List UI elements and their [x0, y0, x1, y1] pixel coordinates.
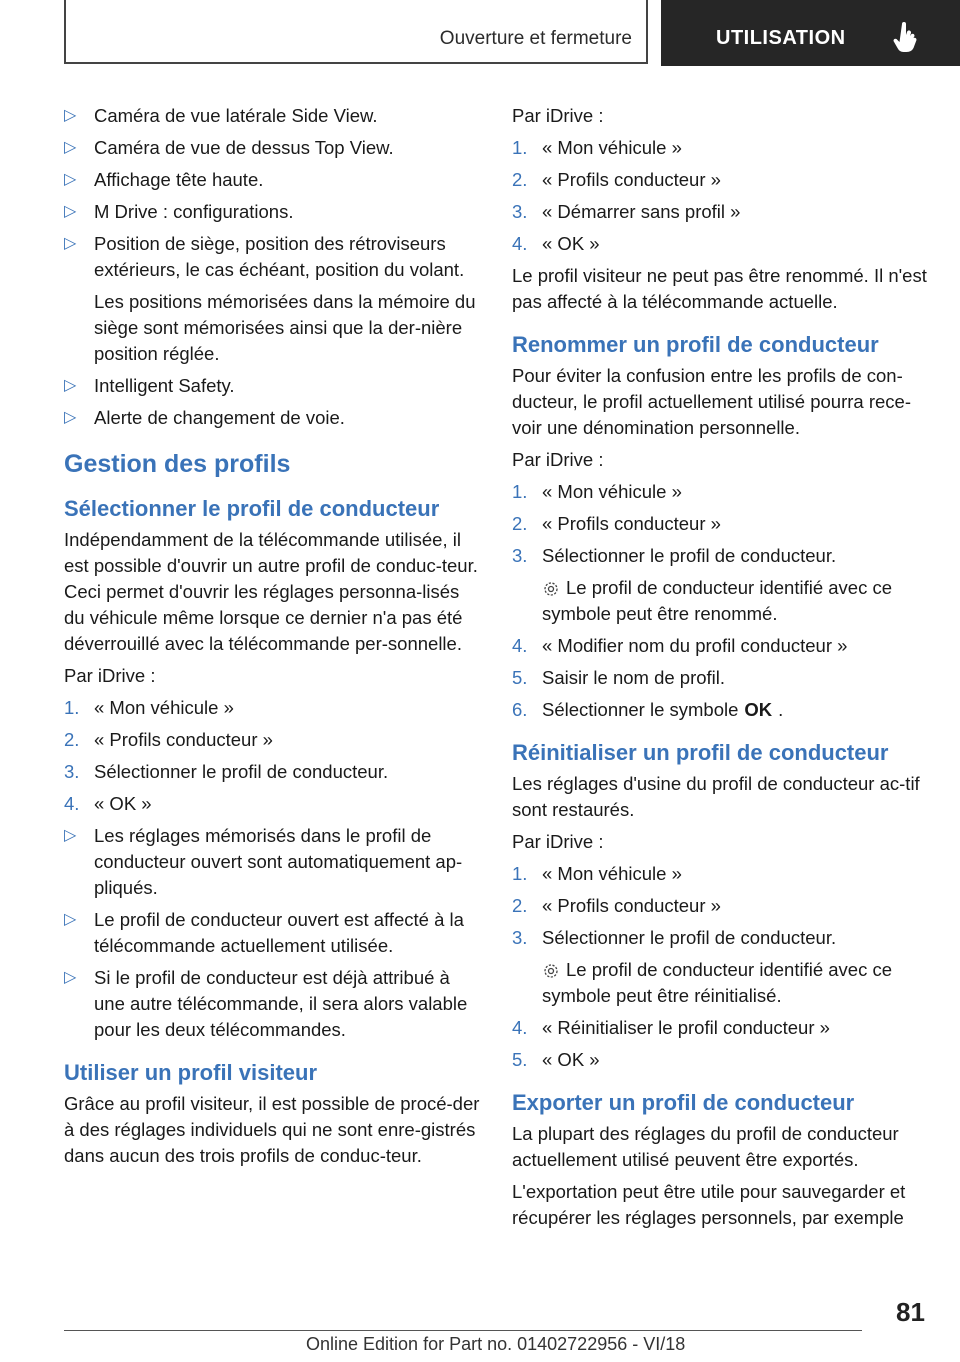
gear-icon: [542, 962, 560, 980]
right-column: [512, 103, 927, 1237]
paragraph: Par iDrive :: [512, 831, 604, 852]
step-item: 5. « OK »: [512, 1049, 600, 1070]
step-item: 4. « Modifier nom du profil conducteur »: [512, 635, 848, 656]
step-item: 3. « Démarrer sans profil »: [512, 201, 741, 222]
footer-edition: Online Edition for Part no. 01402722956 - VI/18: [306, 1334, 686, 1354]
subsection-heading: Renommer un profil de conducteur: [512, 332, 879, 357]
chapter-title: UTILISATION: [716, 27, 846, 49]
paragraph: Pour éviter la confusion entre les profils de con-ducteur, le profil actuellement utilisé pourra rece-voir une dénomination personnelle.: [512, 365, 911, 438]
step-item: 3. Sélectionner le profil de conducteur.: [512, 545, 837, 566]
paragraph: Le profil visiteur ne peut pas être renommé. Il n'est pas affecté à la télécommande actuelle.: [512, 265, 927, 312]
step-item: 4. « Réinitialiser le profil conducteur »: [512, 1017, 830, 1038]
step-item: 3. Sélectionner le profil de conducteur.: [512, 927, 837, 948]
paragraph: Par iDrive :: [64, 665, 156, 686]
triangle-bullet-icon: ▷: [64, 409, 77, 426]
step-item: 2. « Profils conducteur »: [512, 169, 721, 190]
paragraph: Les réglages d'usine du profil de conducteur ac-tif sont restaurés.: [512, 773, 920, 820]
list-item: ▷ M Drive : configurations.: [64, 199, 484, 225]
subsection-heading: Utiliser un profil visiteur: [64, 1060, 318, 1085]
step-note: Le profil de conducteur identifié avec ce symbole peut être renommé.: [542, 577, 893, 624]
subsection-heading: Réinitialiser un profil de conducteur: [512, 740, 889, 765]
gear-icon: [542, 580, 560, 598]
left-column: [64, 103, 484, 1175]
page-header: [0, 0, 960, 66]
subsection-heading: Sélectionner le profil de conducteur: [64, 496, 440, 521]
section-title: Ouverture et fermeture: [439, 28, 632, 49]
step-item: 1. « Mon véhicule »: [512, 863, 682, 884]
list-item: ▷ Caméra de vue latérale Side View.: [64, 103, 484, 129]
step-item: 2. « Profils conducteur »: [64, 729, 273, 750]
triangle-bullet-icon: ▷: [64, 969, 77, 986]
step-note: Le profil de conducteur identifié avec ce symbole peut être réinitialisé.: [542, 959, 893, 1006]
list-item: ▷ Si le profil de conducteur est déjà attribué à une autre télécommande, il sera alors valable pour les deux télécommandes.: [64, 967, 468, 1040]
footer-divider: [64, 1330, 862, 1331]
step-item: 1. « Mon véhicule »: [64, 697, 234, 718]
step-item: 4. « OK »: [512, 233, 600, 254]
list-item-note: Les positions mémorisées dans la mémoire du siège sont mémorisées ainsi que la der-nière position réglée.: [94, 291, 476, 364]
paragraph: Indépendamment de la télécommande utilisée, il est possible d'ouvrir un autre profil de conduc-teur. Ceci permet d'ouvrir les réglages personna-lisés du véhicule même lorsque ce dernier n'a pas été déverrouillé avec la télécommande per-sonnelle.: [64, 529, 478, 654]
list-item: ▷ Les réglages mémorisés dans le profil de conducteur ouvert sont automatiquement ap-pliqués.: [64, 825, 463, 898]
list-item: ▷ Affichage tête haute.: [64, 167, 484, 193]
step-item: 1. « Mon véhicule »: [512, 137, 682, 158]
paragraph: Par iDrive :: [512, 449, 604, 470]
page-number: 81: [896, 1297, 925, 1327]
ok-symbol-icon: OK: [744, 699, 773, 720]
triangle-bullet-icon: ▷: [64, 139, 77, 156]
section-heading: Gestion des profils: [64, 450, 291, 478]
chapter-tab: [661, 0, 960, 66]
list-item: ▷ Le profil de conducteur ouvert est affecté à la télécommande actuellement utilisée.: [64, 909, 464, 956]
list-item: ▷ Intelligent Safety.: [64, 373, 484, 399]
step-item: 1. « Mon véhicule »: [512, 481, 682, 502]
triangle-bullet-icon: ▷: [64, 911, 77, 928]
step-item: 3. Sélectionner le profil de conducteur.: [64, 761, 389, 782]
list-item: ▷ Caméra de vue de dessus Top View.: [64, 135, 484, 161]
triangle-bullet-icon: ▷: [64, 171, 77, 188]
list-item: ▷ Alerte de changement de voie.: [64, 405, 484, 431]
triangle-bullet-icon: ▷: [64, 827, 77, 844]
step-item: 6. Sélectionner le symbole OK .: [512, 699, 784, 720]
triangle-bullet-icon: ▷: [64, 203, 77, 220]
paragraph: Grâce au profil visiteur, il est possible de procé-der à des réglages individuels qui ne sont enre-gistrés dans aucun des trois profils de conduc-teur.: [64, 1093, 480, 1166]
step-item: 4. « OK »: [64, 793, 152, 814]
list-item: ▷ Position de siège, position des rétroviseurs extérieurs, le cas échéant, position du volant.: [64, 233, 465, 280]
pointing-hand-icon: [893, 22, 919, 52]
step-item: 2. « Profils conducteur »: [512, 895, 721, 916]
paragraph: La plupart des réglages du profil de conducteur actuellement utilisé peuvent être exportés.: [512, 1123, 899, 1170]
paragraph: Par iDrive :: [512, 105, 604, 126]
triangle-bullet-icon: ▷: [64, 235, 77, 252]
step-item: 5. Saisir le nom de profil.: [512, 667, 726, 688]
triangle-bullet-icon: ▷: [64, 107, 77, 124]
section-tab: [64, 0, 648, 64]
step-item: 2. « Profils conducteur »: [512, 513, 721, 534]
subsection-heading: Exporter un profil de conducteur: [512, 1090, 855, 1115]
paragraph: L'exportation peut être utile pour sauvegarder et récupérer les réglages personnels, par exemple: [512, 1181, 906, 1228]
triangle-bullet-icon: ▷: [64, 377, 77, 394]
